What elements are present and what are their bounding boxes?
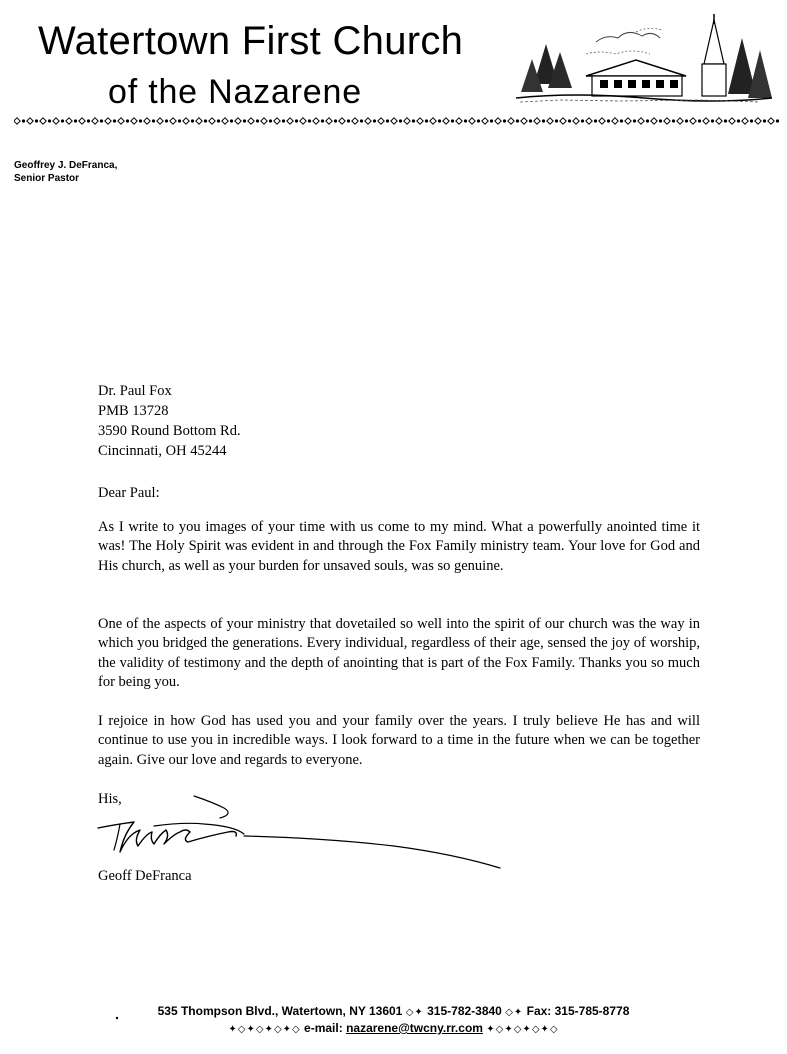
rule-dot	[204, 119, 207, 122]
recipient-street: 3590 Round Bottom Rd.	[98, 423, 241, 439]
salutation: Dear Paul:	[98, 485, 160, 501]
rule-dot	[594, 119, 597, 122]
rule-diamond	[677, 118, 683, 124]
rule-dot	[555, 119, 558, 122]
footer-separator-2: ◇✦	[505, 1007, 524, 1018]
rule-dot	[87, 119, 90, 122]
rule-diamond	[79, 118, 85, 124]
rule-diamond	[209, 118, 215, 124]
rule-dot	[334, 119, 337, 122]
recipient-name: Dr. Paul Fox	[98, 383, 172, 399]
rule-diamond	[183, 118, 189, 124]
rule-diamond	[170, 118, 176, 124]
footer-separator-1: ◇✦	[405, 1007, 424, 1018]
rule-diamond	[404, 118, 410, 124]
rule-diamond	[560, 118, 566, 124]
rule-dot	[399, 119, 402, 122]
rule-diamond	[482, 118, 488, 124]
rule-diamond	[417, 118, 423, 124]
footer-deco-left: ✦◇✦◇✦◇✦◇	[228, 1024, 301, 1035]
rule-diamond	[339, 118, 345, 124]
body-paragraph-2: One of the aspects of your ministry that dovetailed so well into the spirit of our church was the way in which you bridged the generations. Every individual, regardless of their age, sensed the joy of worship, the validity of testimony and the depth of anointing that is part of the Fox Family. Thanks you so much for being you.	[98, 616, 700, 691]
rule-dot	[503, 119, 506, 122]
rule-dot	[22, 119, 25, 122]
rule-dot	[763, 119, 766, 122]
rule-diamond	[40, 118, 46, 124]
rule-diamond	[53, 118, 59, 124]
letterhead-title-line2: of the Nazarene	[108, 73, 362, 111]
rule-diamond	[391, 118, 397, 124]
footer-phone: 315-782-3840	[427, 1004, 502, 1018]
rule-dot	[568, 119, 571, 122]
rule-dot	[516, 119, 519, 122]
footer-address: 535 Thompson Blvd., Watertown, NY 13601	[157, 1004, 403, 1018]
church-illustration-icon	[516, 14, 772, 104]
rule-diamond	[131, 118, 137, 124]
rule-diamond	[638, 118, 644, 124]
footer-fax: Fax: 315-785-8778	[526, 1004, 630, 1018]
rule-dot	[165, 119, 168, 122]
rule-dot	[386, 119, 389, 122]
rule-dot	[711, 119, 714, 122]
rule-dot	[178, 119, 181, 122]
rule-dot	[750, 119, 753, 122]
rule-diamond	[586, 118, 592, 124]
rule-dot	[698, 119, 701, 122]
rule-diamond	[651, 118, 657, 124]
pastor-title: Senior Pastor	[14, 173, 80, 184]
rule-diamond	[703, 118, 709, 124]
rule-dot	[776, 119, 779, 122]
rule-diamond	[469, 118, 475, 124]
rule-dot	[425, 119, 428, 122]
rule-diamond	[261, 118, 267, 124]
rule-dot	[308, 119, 311, 122]
rule-diamond	[378, 118, 384, 124]
rule-dot	[737, 119, 740, 122]
rule-dot	[360, 119, 363, 122]
rule-dot	[126, 119, 129, 122]
rule-diamond	[625, 118, 631, 124]
rule-diamond	[313, 118, 319, 124]
rule-dot	[542, 119, 545, 122]
rule-diamond	[456, 118, 462, 124]
rule-dot	[412, 119, 415, 122]
rule-diamond	[352, 118, 358, 124]
signer-name: Geoff DeFranca	[98, 868, 192, 884]
rule-dot	[477, 119, 480, 122]
rule-diamond	[495, 118, 501, 124]
rule-dot	[282, 119, 285, 122]
letterhead-title-line1: Watertown First Church	[38, 19, 464, 63]
footer-email-label: e-mail:	[304, 1021, 343, 1035]
rule-diamond	[547, 118, 553, 124]
rule-dot	[217, 119, 220, 122]
rule-dot	[581, 119, 584, 122]
body-paragraph-3: I rejoice in how God has used you and your family over the years. I truly believe He has and will continue to use you in incredible ways. I look forward to a time in the future when we can be together again. Give our love and regards to everyone.	[98, 713, 700, 768]
rule-dot	[295, 119, 298, 122]
rule-dot	[685, 119, 688, 122]
rule-dot	[113, 119, 116, 122]
rule-dot	[438, 119, 441, 122]
rule-dot	[230, 119, 233, 122]
rule-diamond	[664, 118, 670, 124]
footer-email-line	[0, 1021, 787, 1037]
footer-email-link[interactable]: nazarene@twcny.rr.com	[346, 1021, 483, 1035]
rule-dot	[646, 119, 649, 122]
rule-diamond	[755, 118, 761, 124]
rule-diamond	[326, 118, 332, 124]
rule-dot	[464, 119, 467, 122]
rule-dot	[529, 119, 532, 122]
rule-dot	[620, 119, 623, 122]
rule-dot	[347, 119, 350, 122]
rule-diamond	[14, 118, 20, 124]
rule-diamond	[157, 118, 163, 124]
rule-dot	[256, 119, 259, 122]
rule-dot	[672, 119, 675, 122]
footer-deco-right: ✦◇✦◇✦◇✦◇	[486, 1024, 559, 1035]
rule-dot	[451, 119, 454, 122]
rule-diamond	[443, 118, 449, 124]
rule-diamond	[118, 118, 124, 124]
body-paragraph-1: As I write to you images of your time with us come to my mind. What a powerfully anointed time it was! The Holy Spirit was evident in and through the Fox Family ministry team. Your love for God and His church, as well as your burden for unsaved souls, was so genuine.	[98, 519, 700, 574]
rule-diamond	[196, 118, 202, 124]
rule-diamond	[105, 118, 111, 124]
rule-diamond	[573, 118, 579, 124]
rule-dot	[191, 119, 194, 122]
rule-dot	[243, 119, 246, 122]
rule-dot	[724, 119, 727, 122]
rule-diamond	[742, 118, 748, 124]
rule-dot	[139, 119, 142, 122]
rule-diamond	[729, 118, 735, 124]
rule-diamond	[144, 118, 150, 124]
rule-dot	[269, 119, 272, 122]
rule-diamond	[690, 118, 696, 124]
rule-diamond	[92, 118, 98, 124]
recipient-city: Cincinnati, OH 45244	[98, 443, 227, 459]
rule-dot	[490, 119, 493, 122]
rule-diamond	[508, 118, 514, 124]
rule-diamond	[534, 118, 540, 124]
rule-dot	[607, 119, 610, 122]
rule-diamond	[365, 118, 371, 124]
rule-dot	[321, 119, 324, 122]
rule-diamond	[716, 118, 722, 124]
rule-diamond	[235, 118, 241, 124]
rule-diamond	[599, 118, 605, 124]
rule-dot	[659, 119, 662, 122]
rule-dot	[373, 119, 376, 122]
handwritten-signature	[94, 790, 514, 876]
rule-diamond	[430, 118, 436, 124]
rule-dot	[35, 119, 38, 122]
rule-dot	[100, 119, 103, 122]
rule-dot	[74, 119, 77, 122]
diamond-dot-rule	[14, 116, 780, 126]
rule-diamond	[768, 118, 774, 124]
rule-diamond	[222, 118, 228, 124]
rule-diamond	[274, 118, 280, 124]
rule-dot	[61, 119, 64, 122]
rule-diamond	[27, 118, 33, 124]
stray-mark	[115, 1016, 119, 1020]
rule-diamond	[66, 118, 72, 124]
closing: His,	[98, 791, 122, 807]
rule-diamond	[287, 118, 293, 124]
pastor-name: Geoffrey J. DeFranca,	[14, 160, 118, 171]
rule-dot	[633, 119, 636, 122]
rule-diamond	[521, 118, 527, 124]
rule-diamond	[612, 118, 618, 124]
rule-diamond	[248, 118, 254, 124]
recipient-box: PMB 13728	[98, 403, 169, 419]
rule-diamond	[300, 118, 306, 124]
rule-dot	[152, 119, 155, 122]
rule-dot	[48, 119, 51, 122]
